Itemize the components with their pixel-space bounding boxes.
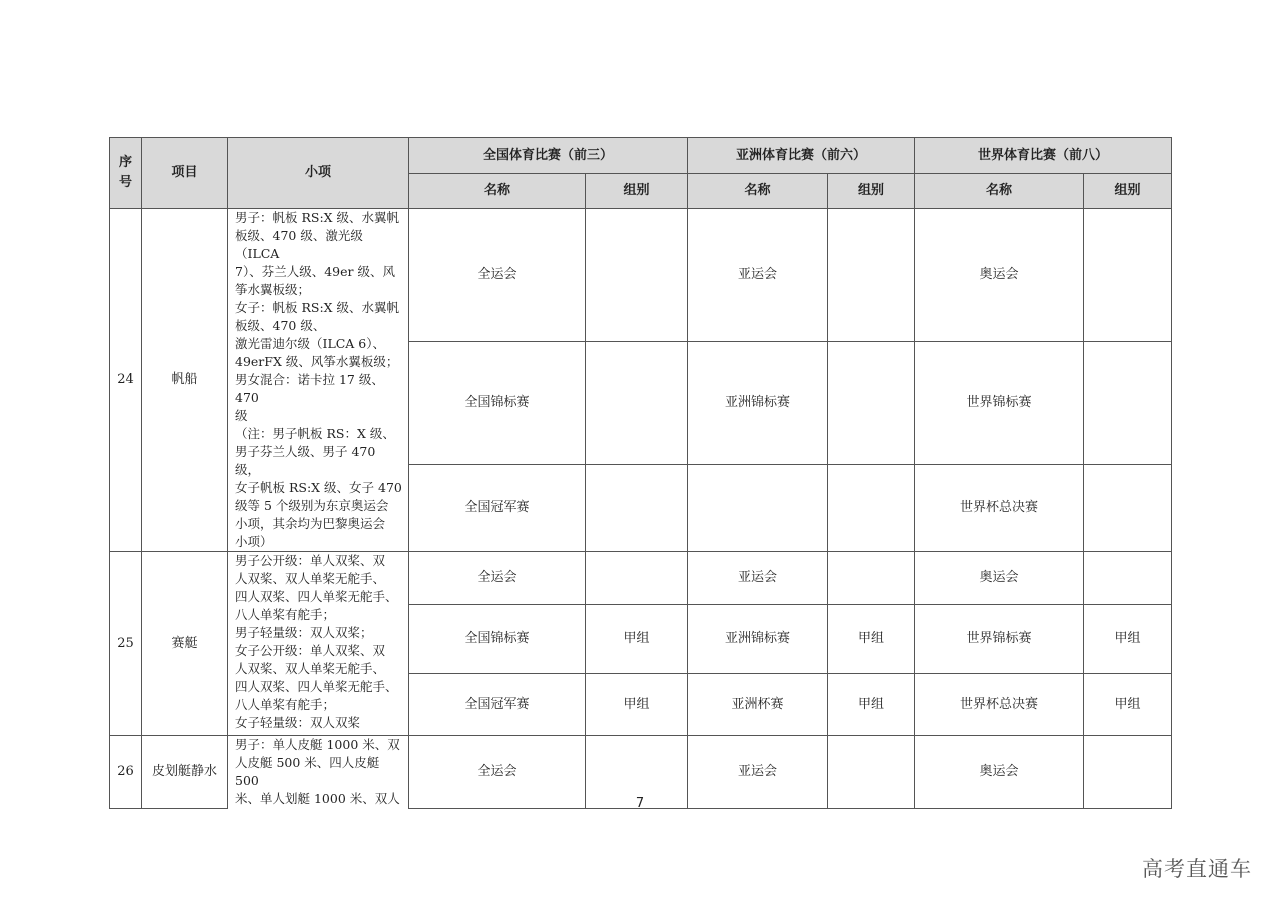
national-name: 全国锦标赛 [409,342,586,465]
world-group [1084,209,1172,342]
header-world-group: 组别 [1084,174,1172,209]
table-row [110,209,1172,342]
header-world: 世界体育比赛（前八） [915,138,1172,174]
national-name: 全运会 [409,552,586,605]
header-asian: 亚洲体育比赛（前六） [688,138,915,174]
national-group [586,552,688,605]
sports-events-table [109,137,1172,809]
header-seq: 序号 [110,138,142,209]
national-name: 全运会 [409,736,586,809]
national-name: 全国冠军赛 [409,674,586,736]
world-group [1084,342,1172,465]
asian-name: 亚运会 [688,552,828,605]
world-name: 奥运会 [915,209,1084,342]
national-group [586,465,688,552]
row-detail: 男子公开级：单人双桨、双 人双桨、双人单桨无舵手、 四人双桨、四人单桨无舵手、 八人单桨有舵手； 男子轻量级：双人双桨； 女子公开级：单人双桨、双 人双桨、双人单桨无舵手、 四人双桨、四人单桨无舵手、 八人单桨有舵手； 女子轻量级：双人双桨 [228,552,409,736]
header-national-name: 名称 [409,174,586,209]
row-item: 皮划艇静水 [142,736,228,809]
header-asian-name: 名称 [688,174,828,209]
row-detail: 男子：帆板 RS:X 级、水翼帆 板级、470 级、激光级（ILCA 7）、芬兰人级、49er 级、风 筝水翼板级； 女子：帆板 RS:X 级、水翼帆 板级、470 级、 激光雷迪尔级（ILCA 6）、 49erFX 级、风筝水翼板级； 男女混合：诺卡拉 17 级、470 级 （注：男子帆板 RS：X 级、 男子芬兰人级、男子 470 级， 女子帆板 RS:X 级、女子 470 级等 5 个级别为东京奥运会 小项，其余均为巴黎奥运会 小项） [228,209,409,552]
world-group: 甲组 [1084,674,1172,736]
row-seq: 26 [110,736,142,809]
asian-group [828,209,915,342]
national-name: 全运会 [409,209,586,342]
asian-name [688,465,828,552]
header-world-name: 名称 [915,174,1084,209]
world-name: 奥运会 [915,736,1084,809]
asian-name: 亚洲杯赛 [688,674,828,736]
national-name: 全国锦标赛 [409,605,586,674]
table-row [110,552,1172,605]
row-item: 赛艇 [142,552,228,736]
world-group [1084,465,1172,552]
asian-name: 亚洲锦标赛 [688,605,828,674]
world-name: 世界杯总决赛 [915,674,1084,736]
row-detail: 男子：单人皮艇 1000 米、双 人皮艇 500 米、四人皮艇 500 米、单人划艇 1000 米、双人 [228,736,409,809]
asian-group [828,552,915,605]
national-group [586,209,688,342]
national-group: 甲组 [586,605,688,674]
asian-name: 亚运会 [688,209,828,342]
watermark: 高考直通车 [1142,857,1252,881]
world-name: 奥运会 [915,552,1084,605]
header-national: 全国体育比赛（前三） [409,138,688,174]
world-name: 世界锦标赛 [915,342,1084,465]
asian-group: 甲组 [828,605,915,674]
header-asian-group: 组别 [828,174,915,209]
asian-group: 甲组 [828,674,915,736]
world-name: 世界锦标赛 [915,605,1084,674]
row-item: 帆船 [142,209,228,552]
national-name: 全国冠军赛 [409,465,586,552]
asian-group [828,465,915,552]
page-number: 7 [635,796,645,811]
header-item: 项目 [142,138,228,209]
world-group [1084,552,1172,605]
world-group: 甲组 [1084,605,1172,674]
national-group: 甲组 [586,674,688,736]
row-seq: 25 [110,552,142,736]
asian-name: 亚运会 [688,736,828,809]
world-name: 世界杯总决赛 [915,465,1084,552]
row-seq: 24 [110,209,142,552]
header-sub: 小项 [228,138,409,209]
asian-group [828,342,915,465]
national-group [586,342,688,465]
world-group [1084,736,1172,809]
header-national-group: 组别 [586,174,688,209]
asian-group [828,736,915,809]
asian-name: 亚洲锦标赛 [688,342,828,465]
